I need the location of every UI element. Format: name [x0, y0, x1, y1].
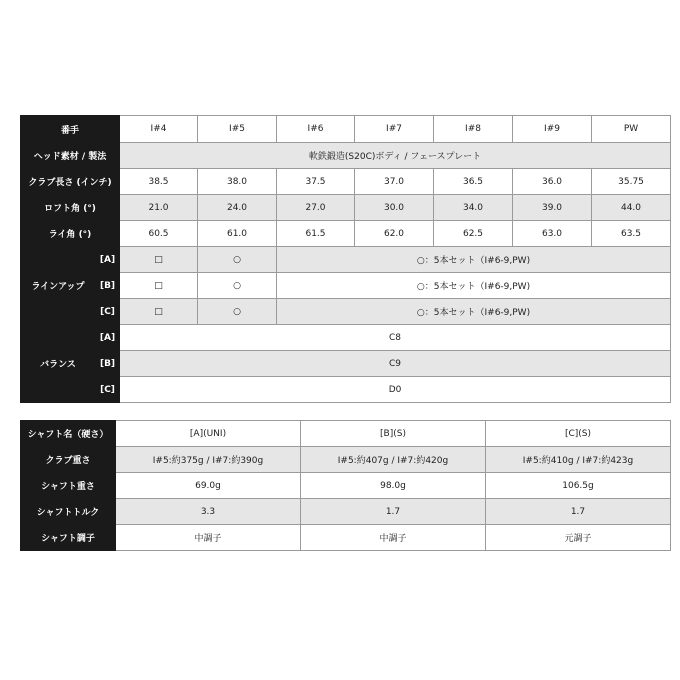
kick-point-cell: 中調子	[301, 525, 486, 551]
balance-row	[21, 325, 671, 351]
club-length-cell: 38.0	[198, 169, 277, 195]
number-cell: I#6	[277, 116, 355, 143]
club-length-header: クラブ長さ (インチ)	[21, 169, 120, 195]
kick-point-cell: 中調子	[116, 525, 301, 551]
torque-cell: 1.7	[486, 499, 671, 525]
kick-point-cell: 元調子	[486, 525, 671, 551]
club-weight-cell: I#5:約410g / I#7:約423g	[486, 447, 671, 473]
lineup-key: [C]	[96, 299, 120, 325]
club-length-cell: 37.0	[355, 169, 434, 195]
torque-cell: 3.3	[116, 499, 301, 525]
lie-cell: 61.5	[277, 221, 355, 247]
number-cell: I#4	[120, 116, 198, 143]
torque-cell: 1.7	[301, 499, 486, 525]
lineup-i4-mark: □	[120, 247, 198, 273]
club-length-cell: 37.5	[277, 169, 355, 195]
kick-point-header: シャフト調子	[21, 525, 116, 551]
shaft-name-cell: [C](S)	[486, 421, 671, 447]
loft-cell: 27.0	[277, 195, 355, 221]
lie-cell: 62.0	[355, 221, 434, 247]
loft-cell: 24.0	[198, 195, 277, 221]
lie-cell: 60.5	[120, 221, 198, 247]
club-weight-row	[21, 447, 671, 473]
loft-cell: 21.0	[120, 195, 198, 221]
shaft-weight-cell: 69.0g	[116, 473, 301, 499]
balance-key: [C]	[96, 377, 120, 403]
club-spec-table	[20, 115, 671, 403]
club-length-row	[21, 169, 671, 195]
lineup-key: [A]	[96, 247, 120, 273]
club-length-cell: 38.5	[120, 169, 198, 195]
loft-cell: 44.0	[592, 195, 671, 221]
lineup-i5-mark: ○	[198, 273, 277, 299]
loft-header: ロフト角 (°)	[21, 195, 120, 221]
balance-value: D0	[120, 377, 671, 403]
lineup-header: ラインアップ	[21, 247, 96, 325]
lineup-i5-mark: ○	[198, 299, 277, 325]
lineup-row	[21, 299, 671, 325]
torque-row	[21, 499, 671, 525]
shaft-weight-row	[21, 473, 671, 499]
club-length-cell: 35.75	[592, 169, 671, 195]
number-cell: I#8	[434, 116, 513, 143]
lineup-set-text: ○：5本セット（I#6-9,PW)	[277, 299, 671, 325]
lie-header: ライ角 (°)	[21, 221, 120, 247]
shaft-weight-cell: 98.0g	[301, 473, 486, 499]
club-weight-header: クラブ重さ	[21, 447, 116, 473]
lineup-row	[21, 247, 671, 273]
lie-cell: 63.5	[592, 221, 671, 247]
loft-cell: 34.0	[434, 195, 513, 221]
shaft-name-row	[21, 421, 671, 447]
balance-key: [B]	[96, 351, 120, 377]
loft-cell: 30.0	[355, 195, 434, 221]
balance-row	[21, 377, 671, 403]
shaft-weight-header: シャフト重さ	[21, 473, 116, 499]
balance-key: [A]	[96, 325, 120, 351]
lie-cell: 61.0	[198, 221, 277, 247]
shaft-weight-cell: 106.5g	[486, 473, 671, 499]
lineup-set-text: ○：5本セット（I#6-9,PW)	[277, 247, 671, 273]
torque-header: シャフトトルク	[21, 499, 116, 525]
lie-row	[21, 221, 671, 247]
club-weight-cell: I#5:約407g / I#7:約420g	[301, 447, 486, 473]
shaft-spec-table	[20, 420, 671, 551]
kick-point-row	[21, 525, 671, 551]
balance-header: バランス	[21, 325, 96, 403]
shaft-name-header: シャフト名（硬さ）	[21, 421, 116, 447]
lineup-i5-mark: ○	[198, 247, 277, 273]
club-weight-cell: I#5:約375g / I#7:約390g	[116, 447, 301, 473]
lineup-i4-mark: □	[120, 273, 198, 299]
head-material-header: ヘッド素材 / 製法	[21, 143, 120, 169]
balance-row	[21, 351, 671, 377]
number-cell: I#7	[355, 116, 434, 143]
balance-value: C9	[120, 351, 671, 377]
number-cell: I#9	[513, 116, 592, 143]
shaft-name-cell: [B](S)	[301, 421, 486, 447]
lie-cell: 62.5	[434, 221, 513, 247]
head-material-row	[21, 143, 671, 169]
loft-row	[21, 195, 671, 221]
lie-cell: 63.0	[513, 221, 592, 247]
number-row	[21, 116, 671, 143]
lineup-i4-mark: □	[120, 299, 198, 325]
number-header: 番手	[21, 116, 120, 143]
head-material-value: 軟鉄鍛造(S20C)ボディ / フェースプレート	[120, 143, 671, 169]
lineup-set-text: ○：5本セット（I#6-9,PW)	[277, 273, 671, 299]
club-length-cell: 36.5	[434, 169, 513, 195]
lineup-key: [B]	[96, 273, 120, 299]
club-length-cell: 36.0	[513, 169, 592, 195]
number-cell: I#5	[198, 116, 277, 143]
loft-cell: 39.0	[513, 195, 592, 221]
number-cell: PW	[592, 116, 671, 143]
shaft-name-cell: [A](UNI)	[116, 421, 301, 447]
balance-value: C8	[120, 325, 671, 351]
lineup-row	[21, 273, 671, 299]
